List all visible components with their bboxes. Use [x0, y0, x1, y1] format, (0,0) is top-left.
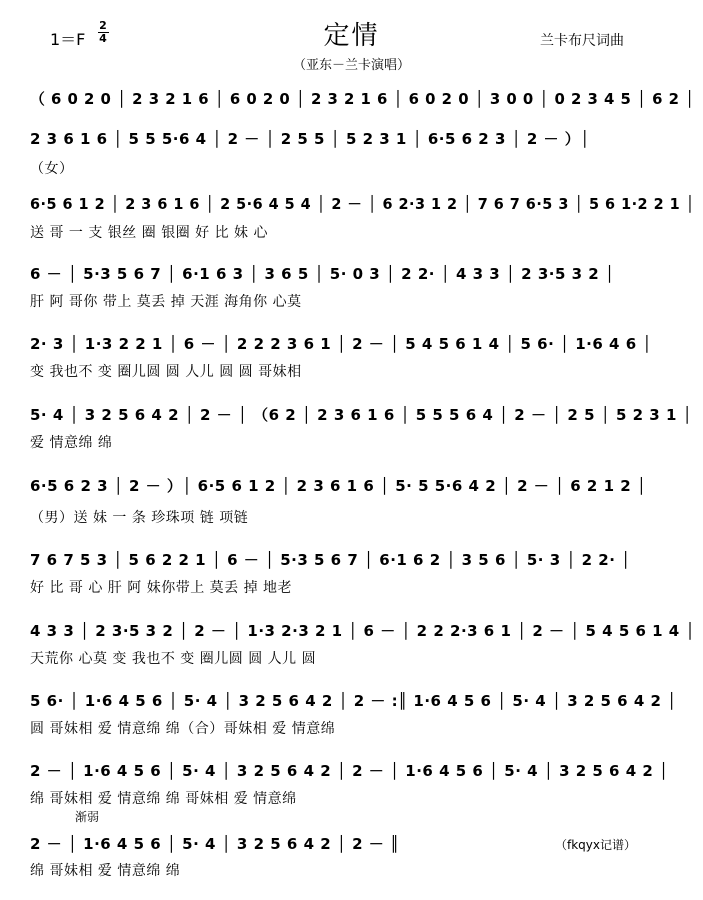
notation-row-10: 5 6· │ 1·6 4 5 6 │ 5· 4 │ 3 2 5 6 4 2 │ 2 － :║ 1·6 4 5 6 │ 5· 4 │ 3 2 5 6 4 2 │ — [30, 692, 677, 710]
lyrics-row-9: 天荒你 心莫 变 我也不 变 圈儿圆 圆 人儿 圆 — [30, 651, 317, 667]
time-signature-top: 2 — [99, 19, 107, 32]
dynamic-marking: 渐弱 — [75, 810, 100, 824]
notation-row-9: 4 3 3 │ 2 3·5 3 2 │ 2 － │ 1·3 2·3 2 1 │ 6 － │ 2 2 2·3 6 1 │ 2 － │ 5 4 5 6 1 4 │ — [30, 622, 695, 640]
lyrics-row-6: 爱 情意绵 绵 — [30, 435, 113, 451]
notation-row-5: 2· 3 │ 1·3 2 2 1 │ 6 － │ 2 2 2 3 6 1 │ 2 － │ 5 4 5 6 1 4 │ 5 6· │ 1·6 4 6 │ — [30, 335, 652, 353]
notation-row-8: 7 6 7 5 3 │ 5 6 2 2 1 │ 6 － │ 5·3 5 6 7 │ 6·1 6 2 │ 3 5 6 │ 5· 3 │ 2 2· │ — [30, 551, 631, 569]
notation-row-6: 5· 4 │ 3 2 5 6 4 2 │ 2 － │ （6 2 │ 2 3 6 1 6 │ 5 5 5 6 4 │ 2 － │ 2 5 │ 5 2 3 1 │ — [30, 406, 693, 424]
lyrics-row-5: 变 我也不 变 圈儿圆 圆 人儿 圆 圆 哥妹相 — [30, 364, 302, 380]
notation-row-12: 2 － │ 1·6 4 5 6 │ 5· 4 │ 3 2 5 6 4 2 │ 2 － ║ — [30, 835, 400, 853]
notation-row-3: 6·5 6 1 2 │ 2 3 6 1 6 │ 2 5·6 4 5 4 │ 2 － │ 6 2·3 1 2 │ 7 6 7 6·5 3 │ 5 6 1·2 2 1 │ — [30, 195, 695, 213]
lyrics-row-2: （女） — [30, 161, 74, 177]
lyrics-row-3: 送 哥 一 支 银丝 圈 银圈 好 比 妹 心 — [30, 225, 269, 241]
lyrics-row-10: 圆 哥妹相 爱 情意绵 绵（合）哥妹相 爱 情意绵 — [30, 721, 336, 737]
time-signature-bottom: 4 — [99, 32, 107, 45]
lyrics-row-11: 绵 哥妹相 爱 情意绵 绵 哥妹相 爱 情意绵 — [30, 791, 297, 807]
notation-row-1: （ 6 0 2 0 │ 2 3 2 1 6 │ 6 0 2 0 │ 2 3 2 1 6 │ 6 0 2 0 │ 3 0 0 │ 0 2 3 4 5 │ 6 2 │ — [30, 90, 695, 108]
lyrics-row-12: 绵 哥妹相 爱 情意绵 绵 — [30, 863, 181, 879]
song-subtitle: （亚东－兰卡演唱） — [292, 58, 410, 73]
lyrics-row-8: 好 比 哥 心 肝 阿 妹你带上 莫丢 掉 地老 — [30, 580, 293, 596]
song-title: 定情 — [323, 21, 380, 51]
song-credit: 兰卡布尺词曲 — [540, 33, 624, 49]
transcriber-note: （fkqyx记谱） — [555, 838, 636, 852]
notation-row-7: 6·5 6 2 3 │ 2 － ）│ 6·5 6 1 2 │ 2 3 6 1 6 │ 5· 5 5·6 4 2 │ 2 － │ 6 2 1 2 │ — [30, 477, 647, 495]
notation-row-2: 2 3 6 1 6 │ 5 5 5·6 4 │ 2 － │ 2 5 5 │ 5 2 3 1 │ 6·5 6 2 3 │ 2 － ）│ — [30, 130, 590, 148]
notation-row-11: 2 － │ 1·6 4 5 6 │ 5· 4 │ 3 2 5 6 4 2 │ 2 － │ 1·6 4 5 6 │ 5· 4 │ 3 2 5 6 4 2 │ — [30, 762, 669, 780]
key-signature: 1＝F — [50, 30, 86, 49]
lyrics-row-7: （男）送 妹 一 条 珍珠项 链 项链 — [30, 510, 249, 526]
notation-row-4: 6 － │ 5·3 5 6 7 │ 6·1 6 3 │ 3 6 5 │ 5· 0 3 │ 2 2· │ 4 3 3 │ 2 3·5 3 2 │ — [30, 265, 615, 283]
lyrics-row-4: 肝 阿 哥你 带上 莫丢 掉 天涯 海角你 心莫 — [30, 294, 302, 310]
